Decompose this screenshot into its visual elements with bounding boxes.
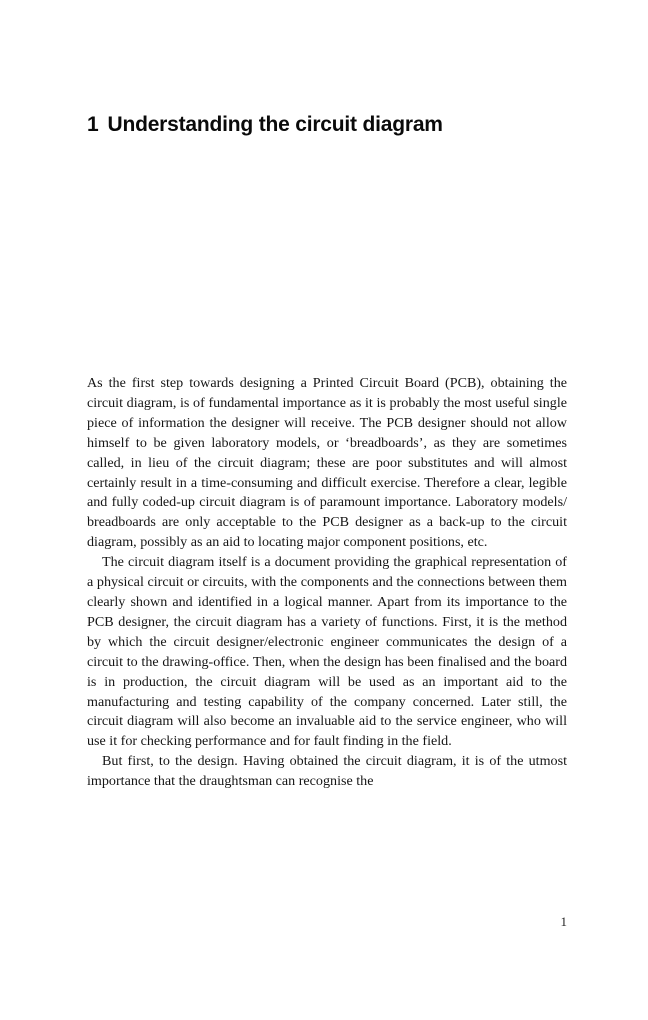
page-number: 1	[560, 914, 567, 929]
chapter-number: 1	[87, 113, 99, 136]
paragraph: But first, to the design. Having obtained the circuit diagram, it is of the utmost importance that the draughtsman can recognise the	[87, 753, 567, 790]
body-text	[87, 374, 567, 792]
chapter-title: Understanding the circuit diagram	[107, 113, 443, 136]
paragraph: As the first step towards designing a Printed Circuit Board (PCB), obtaining the circuit diagram, is of fundamental importance as it is probably the most useful single piece of information the designer will receive. The PCB designer should not allow himself to be given laboratory models, or ‘breadboards’, as they are sometimes called, in lieu of the circuit diagram; these are poor substitutes and will almost certainly result in a time-consuming and difficult exercise. Therefore a clear, legible and fully coded-up circuit diagram is of paramount importance. Laboratory models/ breadboards are only acceptable to the PCB designer as a back-up to the circuit diagram, possibly as an aid to locating major component positions, etc.	[87, 375, 567, 551]
chapter-heading	[87, 113, 443, 137]
paragraph: The circuit diagram itself is a document providing the graphical representation of a physical circuit or circuits, with the components and the connections between them clearly shown and identified in a logical manner. Apart from its importance to the PCB designer, the circuit diagram has a variety of functions. First, it is the method by which the circuit designer/electronic engineer communicates the design of a circuit to the drawing-office. Then, when the design has been finalised and the board is in production, the circuit diagram will be used as an important aid to the manufacturing and testing capability of the company concerned. Later still, the circuit diagram will also become an invaluable aid to the service engineer, who will use it for checking performance and for fault finding in the field.	[87, 554, 567, 750]
